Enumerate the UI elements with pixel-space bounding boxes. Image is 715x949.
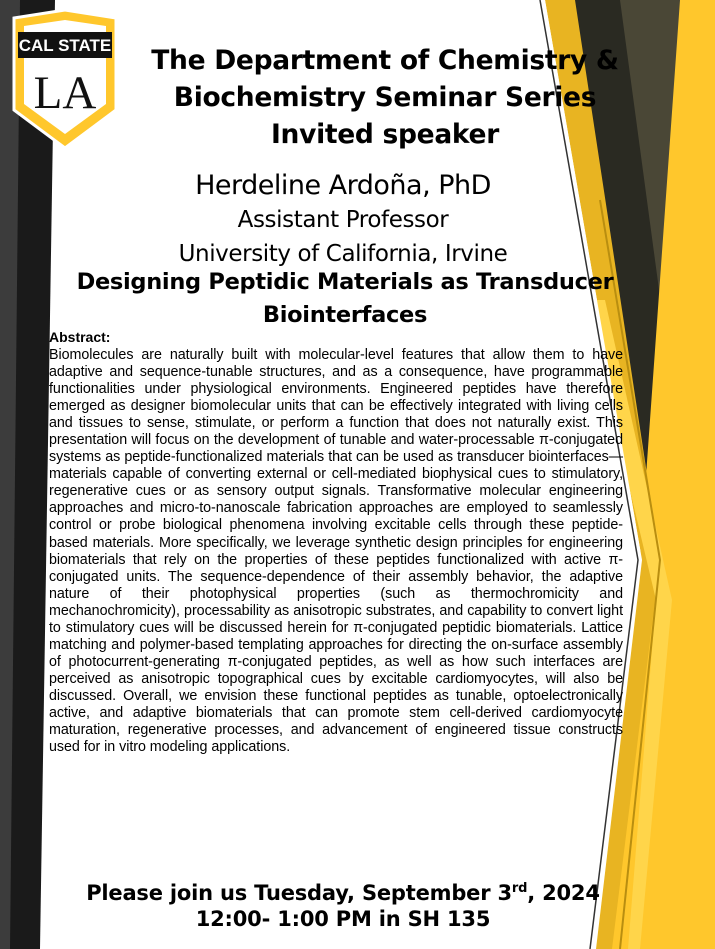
event-date-prefix: Please join us Tuesday, September 3 xyxy=(86,881,512,905)
header-line-2: Biochemistry Seminar Series xyxy=(173,82,597,113)
logo-text-la: LA xyxy=(33,67,97,119)
header-line-1: The Department of Chemistry & xyxy=(151,45,619,76)
event-date-ordinal: rd xyxy=(511,881,528,896)
event-time-location: 12:00- 1:00 PM in SH 135 xyxy=(195,907,491,931)
event-date-year: , 2024 xyxy=(527,881,600,905)
speaker-title: Assistant Professor xyxy=(237,207,449,233)
header-line-3: Invited speaker xyxy=(271,119,499,150)
logo-text-cal-state: CAL STATE xyxy=(18,36,112,55)
event-date xyxy=(0,874,686,908)
talk-title-line-2: Biointerfaces xyxy=(262,302,428,328)
seminar-series-title xyxy=(120,42,650,153)
speaker-name: Herdeline Ardoña, PhD xyxy=(195,170,491,201)
abstract-heading: Abstract: xyxy=(49,329,111,345)
talk-title-line-1: Designing Peptidic Materials as Transducer xyxy=(76,269,614,295)
talk-title xyxy=(40,266,650,332)
abstract-body: Biomolecules are naturally built with molecular-level features that allow them to have adaptive and sequence-tunable structures, and as a consequence, have programmable functionalities under physiological environments. Engineered peptides have therefore emerged as designer biomolecular units that can be effectively integrated with living cells and tissues to sense, stimulate, or perform a function that does not naturally exist. This presentation will focus on the development of tunable and water-processable π-conjugated systems as peptide-functionalized materials that can be used as transducer biointerfaces—materials capable of converting external or cell-mediated biophysical cues to stimulatory, regenerative cues or as sensory output signals. Transformative molecular engineering approaches and micro-to-nanoscale fabrication approaches are employed to seamlessly control or probe biological phenomena involving excitable cells through these peptide-based materials. More specifically, we leverage synthetic design principles for engineering biomaterials that rely on the properties of these peptides functionalized with active π-conjugated units. The sequence-dependence of their assembly behavior, the adaptive nature of their photophysical properties (such as thermochromicity and mechanochromicity), processability as anisotropic substrates, and capability to convert light to stimulatory cues will be discussed herein for π-conjugated peptidic biomaterials. Lattice matching and polymer-based templating approaches for directing the on-surface assembly of photocurrent-generating π-conjugated peptides, as well as how such interfaces are perceived as anisotropic topographical cues by excitable cardiomyocytes, will also be discussed. Overall, we envision these functional peptides as tunable, optoelectronically active, and adaptive biomaterials that can promote stem cell-derived cardiomyocyte maturation, regenerative processes, and advancement of engineered tissue constructs used for in vitro modeling applications. xyxy=(49,347,623,756)
cal-state-la-logo xyxy=(10,10,120,150)
speaker-affiliation: University of California, Irvine xyxy=(178,241,508,267)
